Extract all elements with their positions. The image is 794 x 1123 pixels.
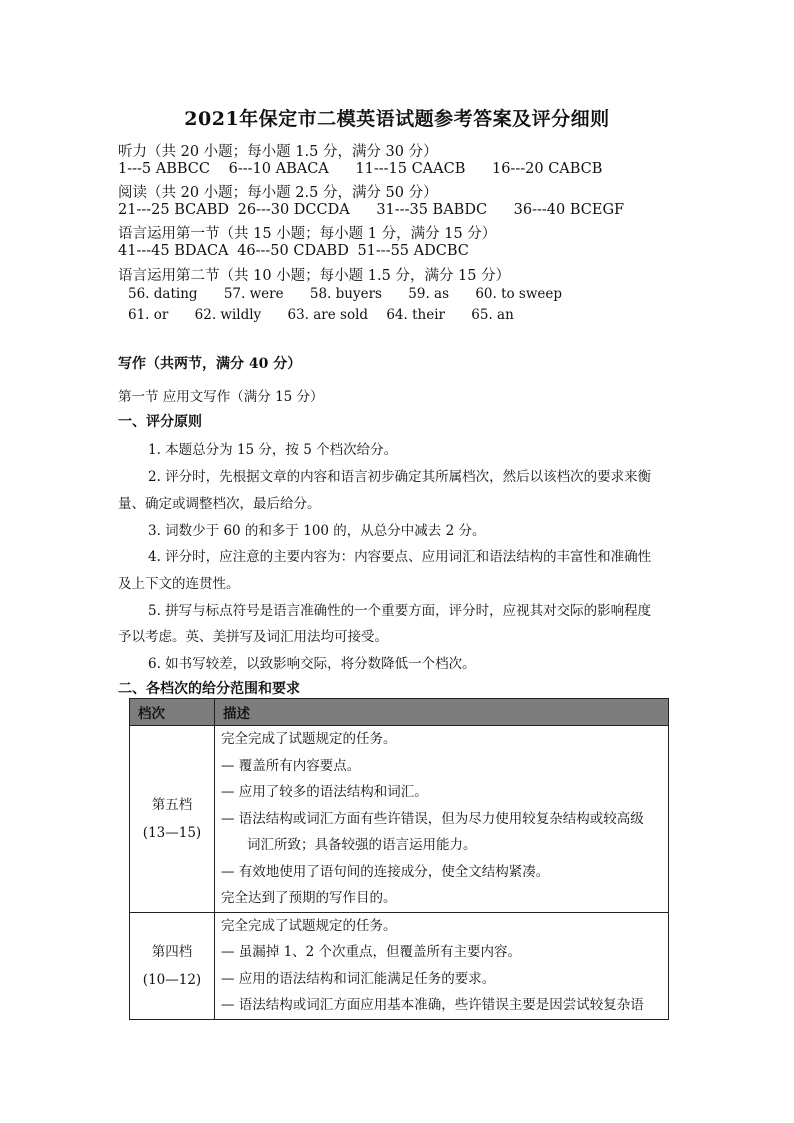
description-line: — 覆盖所有内容要点。 xyxy=(221,757,361,774)
answer-group: 16---20 CABCB xyxy=(491,161,603,177)
answer-group: 1---5 ABBCC xyxy=(118,161,210,177)
principle-5-line2: 予以考虑。英、美拼写及词汇用法均可接受。 xyxy=(118,629,388,645)
description-line: — 语法结构或词汇方面有些许错误，但为尽力使用较复杂结构或较高级 xyxy=(221,810,644,827)
column-header-description: 描述 xyxy=(215,699,669,726)
reading-header: 阅读（共 20 小题；每小题 2.5 分，满分 50 分） xyxy=(118,185,438,201)
description-line: — 应用了较多的语法结构和词汇。 xyxy=(221,784,428,800)
description-line: — 有效地使用了语句间的连接成分，使全文结构紧凑。 xyxy=(221,863,550,880)
language-use-2-header: 语言运用第二节（共 10 小题；每小题 1.5 分，满分 15 分） xyxy=(118,268,511,284)
principle-2-line1: 2. 评分时，先根据文章的内容和语言初步确定其所属档次，然后以该档次的要求来衡 xyxy=(148,469,652,485)
description-line: — 语法结构或词汇方面应用基本准确，些许错误主要是因尝试较复杂语 xyxy=(221,997,644,1013)
principles-title: 一、评分原则 xyxy=(118,414,202,430)
grading-ranges-title: 二、各档次的给分范围和要求 xyxy=(118,681,300,697)
description-line: — 虽漏掉 1、2 个次重点，但覆盖所有主要内容。 xyxy=(221,944,522,960)
answer-group: 6---10 ABACA xyxy=(228,161,329,177)
listening-answers xyxy=(118,161,602,177)
language-use-2-answers-row2 xyxy=(128,307,514,323)
answer-group: 41---45 BDACA xyxy=(118,243,229,259)
description-line: 词汇所致；具备较强的语言运用能力。 xyxy=(247,837,477,853)
principle-1: 1. 本题总分为 15 分，按 5 个档次给分。 xyxy=(148,442,398,458)
writing-section-1-title: 第一节 应用文写作（满分 15 分） xyxy=(118,389,324,405)
level-range: (10—12) xyxy=(142,971,202,988)
answer-group: 26---30 DCCDA xyxy=(237,202,350,218)
answer-group: 46---50 CDABD xyxy=(237,243,349,259)
principle-4-line2: 及上下文的连贯性。 xyxy=(118,576,240,592)
answer-group: 36---40 BCEGF xyxy=(513,202,625,218)
description-line: 完全达到了预期的写作目的。 xyxy=(221,890,397,906)
page-title: 2021年保定市二模英语试题参考答案及评分细则 xyxy=(184,108,610,130)
language-use-1-header: 语言运用第一节（共 15 小题；每小题 1 分，满分 15 分） xyxy=(118,226,497,242)
principle-2-line2: 量、确定或调整档次，最后给分。 xyxy=(118,496,321,512)
column-header-level: 档次 xyxy=(130,699,215,726)
grading-table xyxy=(129,698,669,1020)
principle-5-line1: 5. 拼写与标点符号是语言准确性的一个重要方面，评分时，应视其对交际的影响程度 xyxy=(148,603,652,619)
description-line: 完全完成了试题规定的任务。 xyxy=(221,731,397,747)
answer-item: 62. wildly xyxy=(194,307,262,323)
description-cell xyxy=(215,726,669,913)
answer-group: 31---35 BABDC xyxy=(376,202,488,218)
description-cell xyxy=(215,912,669,1019)
level-name: 第四档 xyxy=(151,943,193,960)
description-line: 完全完成了试题规定的任务。 xyxy=(221,917,397,934)
answer-item: 57. were xyxy=(223,286,284,302)
answer-item: 56. dating xyxy=(128,286,198,302)
principle-4-line1: 4. 评分时，应注意的主要内容为：内容要点、应用词汇和语法结构的丰富性和准确性 xyxy=(148,549,652,565)
principle-6: 6. 如书写较差，以致影响交际，将分数降低一个档次。 xyxy=(148,656,476,672)
language-use-2-answers-row1 xyxy=(128,286,562,302)
answer-group: 11---15 CAACB xyxy=(355,161,466,177)
answer-item: 64. their xyxy=(386,307,445,323)
answer-item: 63. are sold xyxy=(287,307,369,323)
writing-header: 写作（共两节，满分 40 分） xyxy=(118,356,302,372)
answer-item: 65. an xyxy=(471,307,514,323)
answer-group: 51---55 ADCBC xyxy=(357,243,469,259)
description-line: — 应用的语法结构和词汇能满足任务的要求。 xyxy=(221,970,496,987)
answer-item: 61. or xyxy=(128,307,169,323)
table-row xyxy=(130,726,669,913)
answer-group: 21---25 BCABD xyxy=(118,202,229,218)
level-cell xyxy=(130,912,215,1019)
level-cell xyxy=(130,726,215,913)
language-use-1-answers xyxy=(118,243,469,259)
listening-header: 听力（共 20 小题；每小题 1.5 分，满分 30 分） xyxy=(118,144,438,160)
level-range: (13—15) xyxy=(142,824,202,841)
table-row xyxy=(130,912,669,1019)
answer-item: 58. buyers xyxy=(309,286,382,302)
answer-item: 59. as xyxy=(408,286,450,302)
table-header-row xyxy=(130,699,669,726)
level-name: 第五档 xyxy=(151,796,193,813)
reading-answers xyxy=(118,202,624,218)
principle-3: 3. 词数少于 60 的和多于 100 的，从总分中减去 2 分。 xyxy=(148,523,486,539)
answer-item: 60. to sweep xyxy=(475,286,563,302)
